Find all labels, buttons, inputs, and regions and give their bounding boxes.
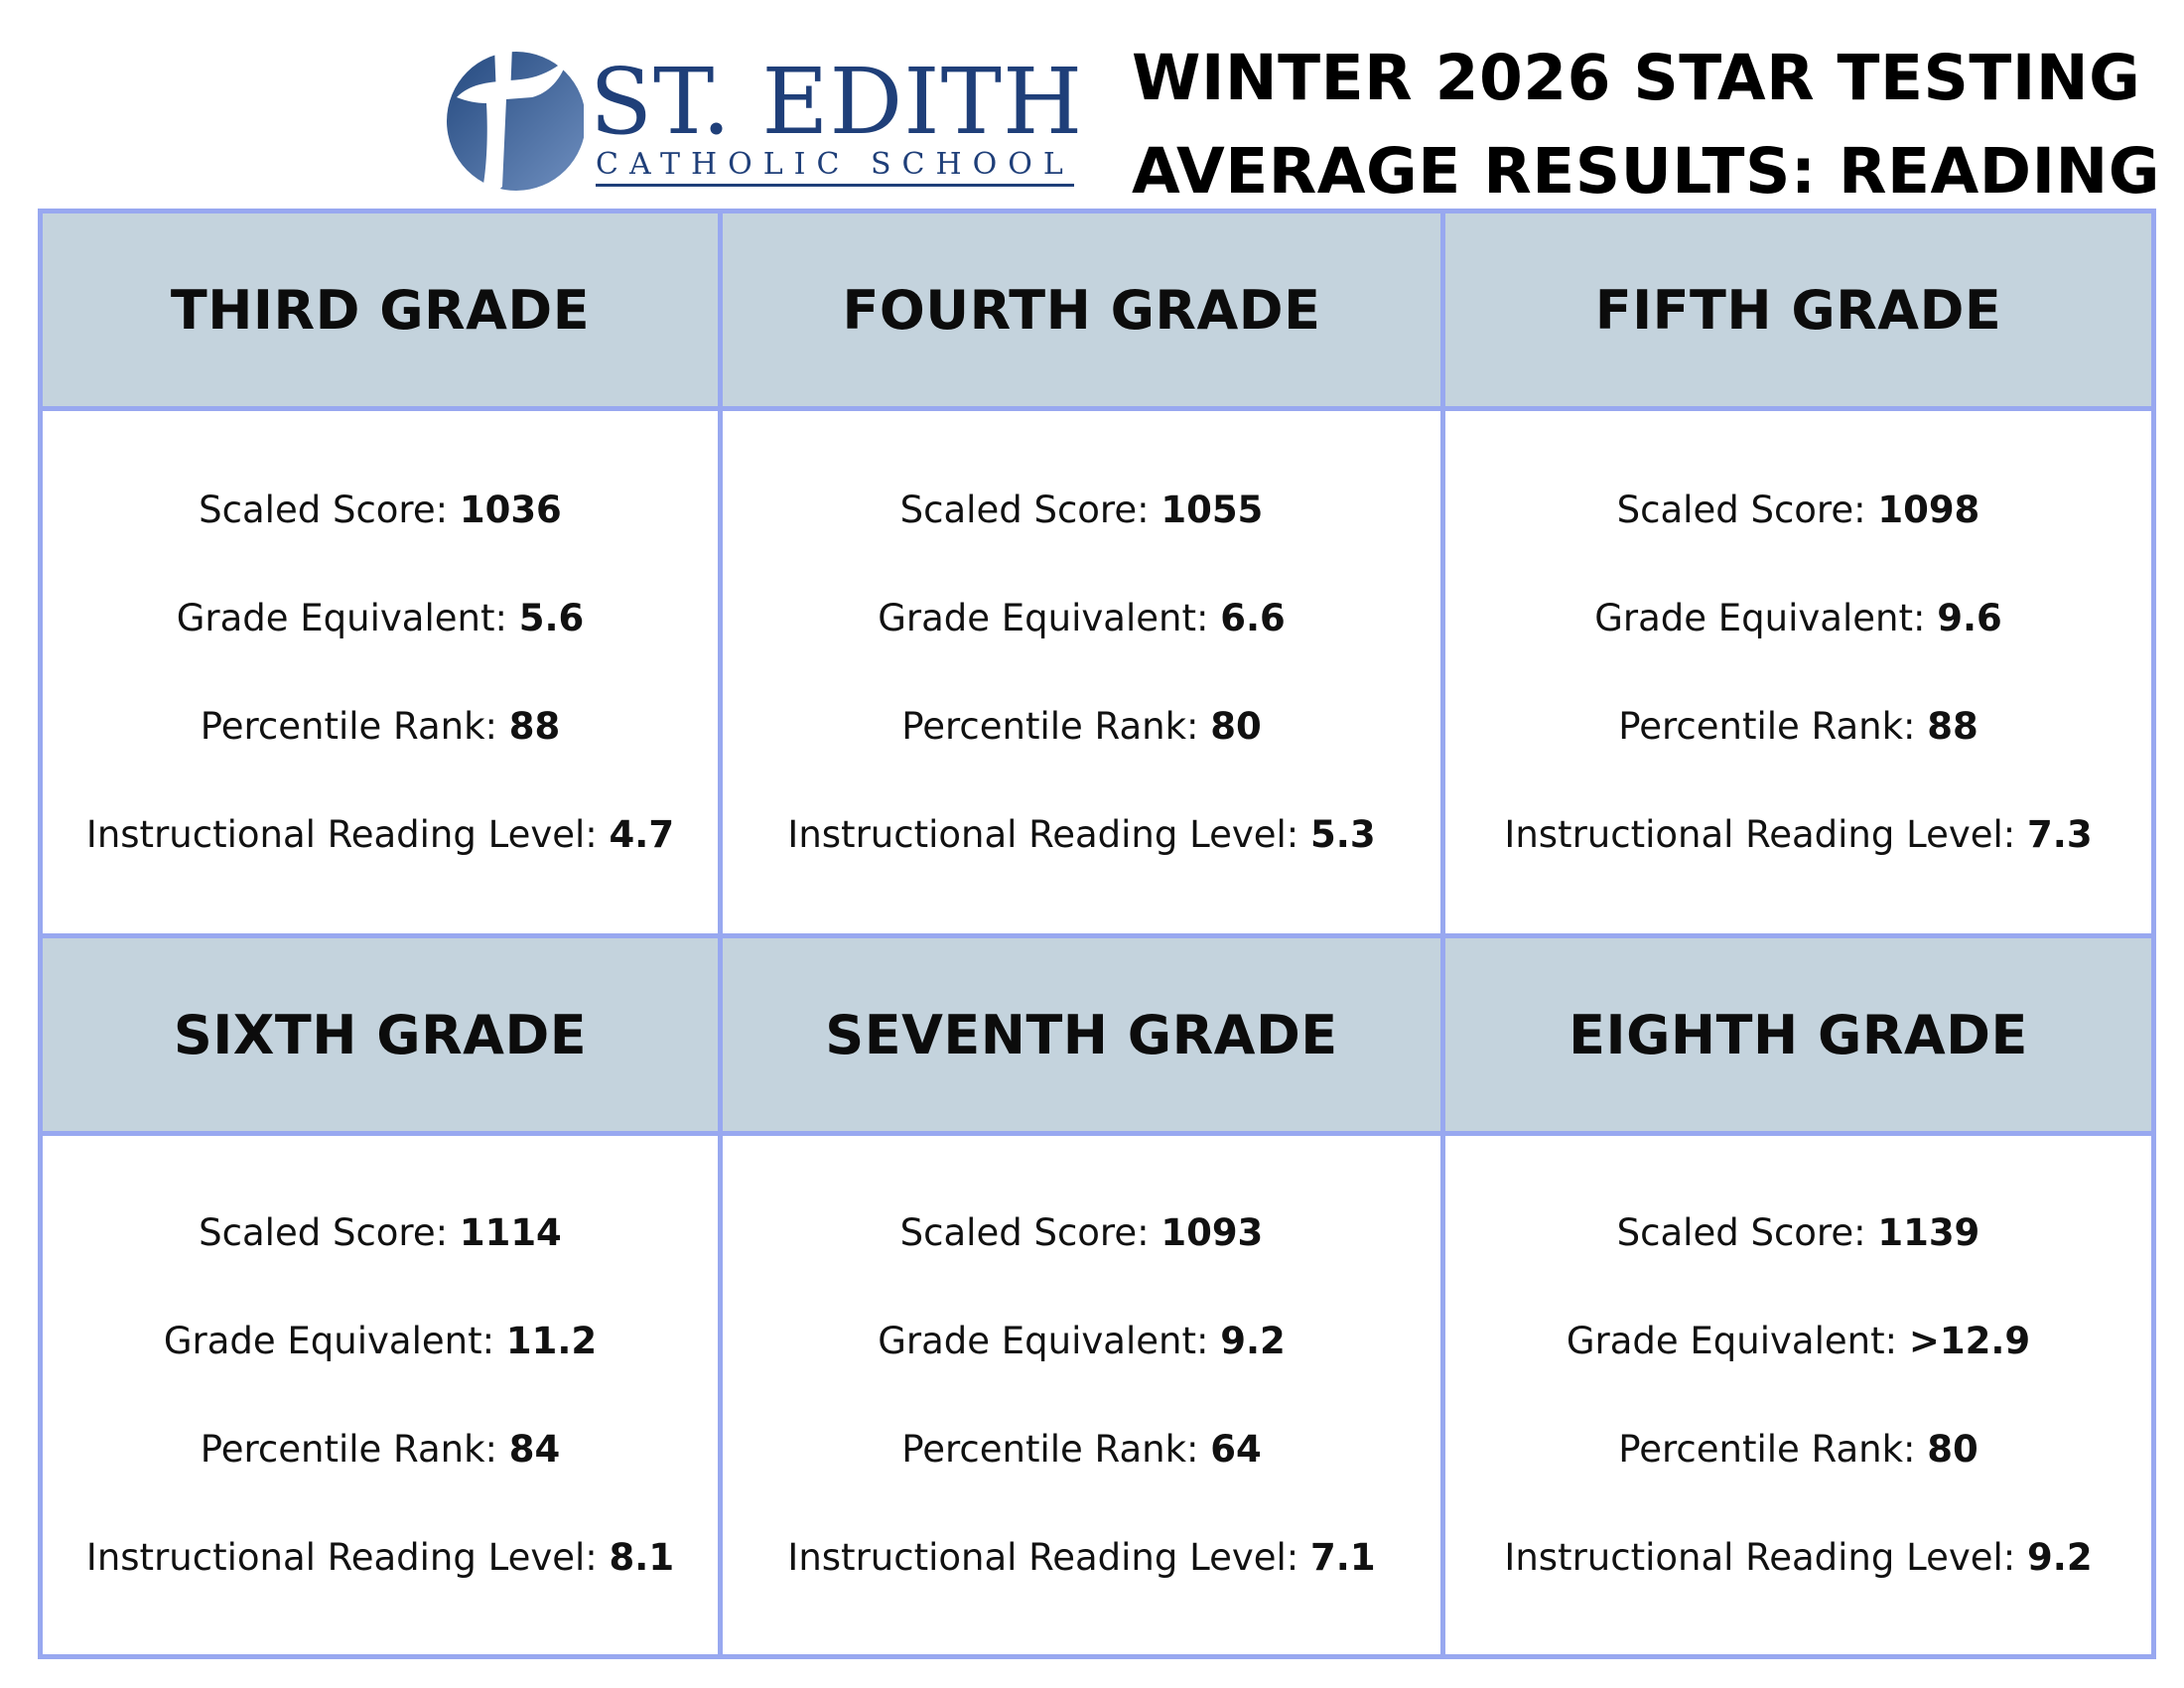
metric-value: 9.2 xyxy=(2027,1536,2093,1579)
metric-scaled-score xyxy=(1616,489,1980,531)
metric-value: 9.2 xyxy=(1220,1320,1286,1362)
metric-label: Scaled Score: xyxy=(199,489,449,531)
metric-grade-equivalent xyxy=(878,597,1286,639)
metric-label: Grade Equivalent: xyxy=(1594,597,1926,639)
metric-value: 5.6 xyxy=(518,597,585,639)
logo-subtitle: CATHOLIC SCHOOL xyxy=(596,148,1074,187)
grade-results-eighth xyxy=(1445,1136,2151,1654)
metric-label: Percentile Rank: xyxy=(1618,705,1916,748)
metric-scaled-score xyxy=(199,489,562,531)
metric-value: 88 xyxy=(508,705,561,748)
metric-value: 64 xyxy=(1210,1428,1262,1471)
metric-label: Instructional Reading Level: xyxy=(787,813,1299,856)
metric-reading-level xyxy=(787,1536,1376,1579)
metric-reading-level xyxy=(85,813,675,856)
metric-label: Grade Equivalent: xyxy=(176,597,507,639)
grade-results-seventh xyxy=(723,1136,1440,1654)
results-grid xyxy=(38,209,2156,1659)
metric-value: 1036 xyxy=(459,489,562,531)
metric-scaled-score xyxy=(899,489,1264,531)
metric-label: Scaled Score: xyxy=(1616,489,1866,531)
metric-value: 1093 xyxy=(1160,1211,1264,1254)
grade-header-third: THIRD GRADE xyxy=(43,213,718,406)
metric-label: Grade Equivalent: xyxy=(878,597,1209,639)
metric-grade-equivalent xyxy=(1566,1320,2031,1362)
grade-results-fourth xyxy=(723,411,1440,933)
grade-header-sixth: SIXTH GRADE xyxy=(43,938,718,1131)
metric-scaled-score xyxy=(899,1211,1264,1254)
metric-percentile-rank xyxy=(1618,1428,1979,1471)
logo-name: ST. EDITH xyxy=(590,48,1084,155)
metric-value: 88 xyxy=(1927,705,1979,748)
metric-label: Scaled Score: xyxy=(1616,1211,1866,1254)
metric-reading-level xyxy=(85,1536,675,1579)
title-line-1: WINTER 2026 STAR TESTING xyxy=(1132,42,2141,114)
metric-value: 5.3 xyxy=(1310,813,1376,856)
grade-header-seventh: SEVENTH GRADE xyxy=(723,938,1440,1131)
school-logo xyxy=(437,38,1082,205)
metric-percentile-rank xyxy=(901,705,1262,748)
metric-value: 84 xyxy=(508,1428,561,1471)
metric-label: Grade Equivalent: xyxy=(163,1320,495,1362)
metric-scaled-score xyxy=(199,1211,562,1254)
metric-value: 11.2 xyxy=(505,1320,598,1362)
metric-label: Instructional Reading Level: xyxy=(85,1536,598,1579)
metric-percentile-rank xyxy=(200,1428,561,1471)
metric-label: Instructional Reading Level: xyxy=(85,813,598,856)
grade-results-sixth xyxy=(43,1136,718,1654)
metric-value: 7.1 xyxy=(1310,1536,1376,1579)
metric-label: Instructional Reading Level: xyxy=(1504,813,2016,856)
metric-value: 8.1 xyxy=(609,1536,675,1579)
metric-label: Scaled Score: xyxy=(899,489,1150,531)
grade-header-fourth: FOURTH GRADE xyxy=(723,213,1440,406)
metric-reading-level xyxy=(787,813,1376,856)
metric-label: Percentile Rank: xyxy=(901,705,1199,748)
grade-results-third xyxy=(43,411,718,933)
metric-value: 1055 xyxy=(1160,489,1264,531)
metric-value: 80 xyxy=(1927,1428,1979,1471)
metric-value: 1098 xyxy=(1877,489,1980,531)
metric-percentile-rank xyxy=(901,1428,1262,1471)
metric-value: 7.3 xyxy=(2027,813,2093,856)
metric-grade-equivalent xyxy=(878,1320,1286,1362)
cross-emblem-icon xyxy=(437,38,584,205)
title-line-2: AVERAGE RESULTS: READING xyxy=(1132,135,2160,208)
metric-label: Instructional Reading Level: xyxy=(787,1536,1299,1579)
metric-label: Grade Equivalent: xyxy=(878,1320,1209,1362)
metric-reading-level xyxy=(1504,1536,2093,1579)
grade-header-eighth: EIGHTH GRADE xyxy=(1445,938,2151,1131)
metric-value: 80 xyxy=(1210,705,1262,748)
metric-label: Percentile Rank: xyxy=(1618,1428,1916,1471)
metric-grade-equivalent xyxy=(176,597,585,639)
metric-label: Percentile Rank: xyxy=(901,1428,1199,1471)
metric-scaled-score xyxy=(1616,1211,1980,1254)
metric-grade-equivalent xyxy=(1594,597,2002,639)
metric-label: Grade Equivalent: xyxy=(1566,1320,1898,1362)
metric-label: Percentile Rank: xyxy=(200,705,497,748)
page-title xyxy=(1132,32,2160,218)
metric-label: Instructional Reading Level: xyxy=(1504,1536,2016,1579)
metric-grade-equivalent xyxy=(163,1320,598,1362)
metric-value: 9.6 xyxy=(1937,597,2002,639)
metric-value: 1114 xyxy=(459,1211,562,1254)
metric-value: 1139 xyxy=(1877,1211,1980,1254)
metric-percentile-rank xyxy=(200,705,561,748)
metric-value: >12.9 xyxy=(1908,1320,2031,1362)
metric-value: 6.6 xyxy=(1220,597,1286,639)
metric-label: Scaled Score: xyxy=(899,1211,1150,1254)
metric-label: Percentile Rank: xyxy=(200,1428,497,1471)
grade-results-fifth xyxy=(1445,411,2151,933)
metric-reading-level xyxy=(1504,813,2093,856)
metric-label: Scaled Score: xyxy=(199,1211,449,1254)
grade-header-fifth: FIFTH GRADE xyxy=(1445,213,2151,406)
metric-percentile-rank xyxy=(1618,705,1979,748)
metric-value: 4.7 xyxy=(609,813,675,856)
